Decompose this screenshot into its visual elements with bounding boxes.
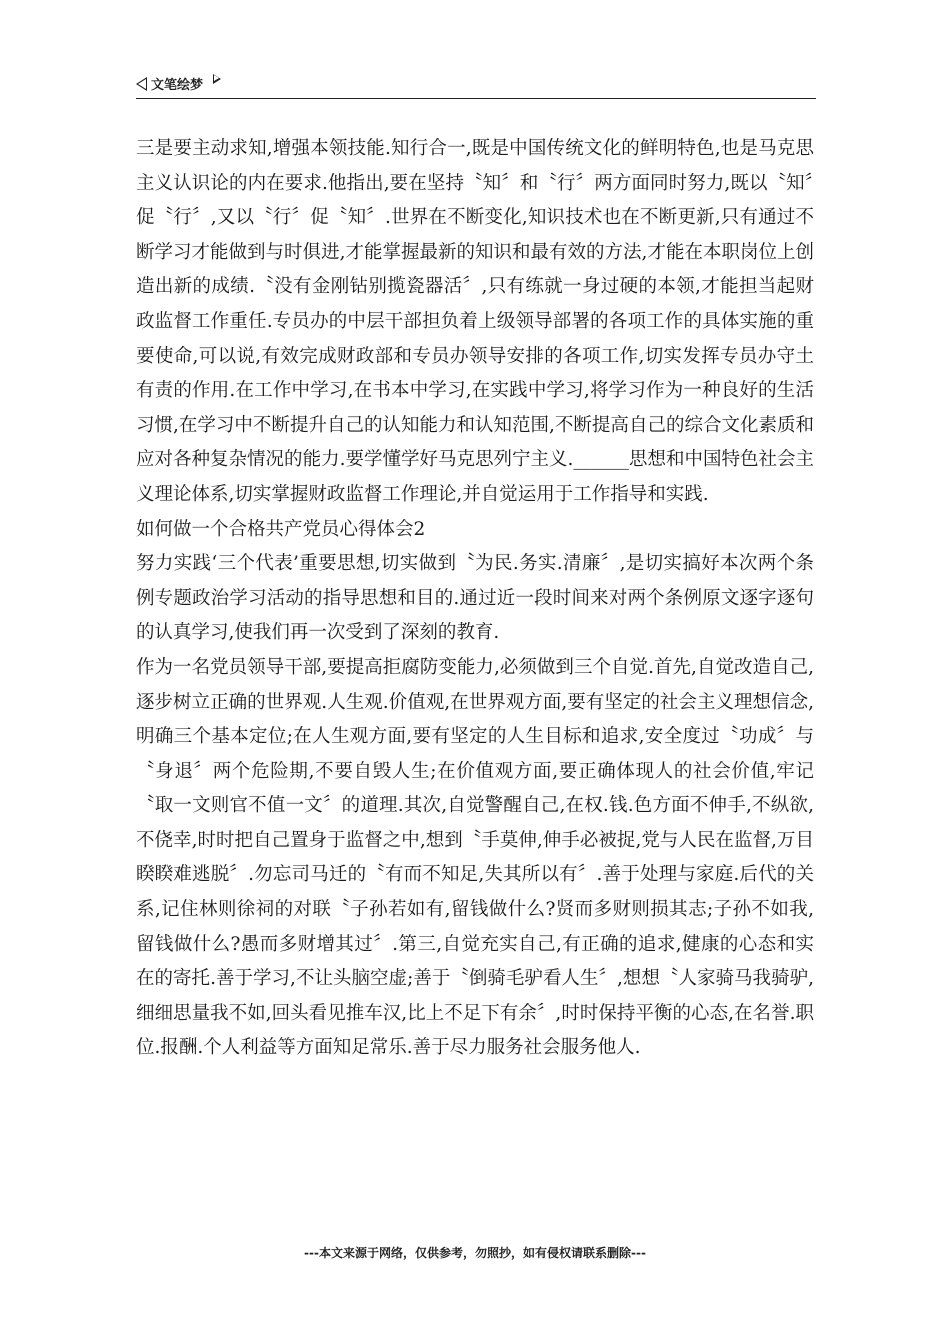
page-header — [136, 70, 816, 99]
section-title: 如何做一个合格共产党员心得体会2 — [136, 518, 426, 540]
brand-name: 文笔绘梦 — [151, 78, 204, 93]
paragraph-1: 三是要主动求知,增强本领技能.知行合一,既是中国传统文化的鲜明特色,也是马克思主义认识论的内在要求.他指出,要在坚持〝知〞和〝行〞两方面同时努力,既以〝知〞促〝行〞,又以〝行〞促〝知〞.世界在不断变化,知识技术也在不断更新,只有通过不断学习才能做到与时俱进,才能掌握最新的知识和最有效的方法,才能在本职岗位上创造出新的成绩.〝没有金刚钻别揽瓷器活〞,只有练就一身过硬的本领,才能担当起财政监督工作重任.专员办的中层干部担负着上级领导部署的各项工作的具体实施的重要使命,可以说,有效完成财政部和专员办领导安排的各项工作,切实发挥专员办守土有责的作用.在工作中学习,在书本中学习,在实践中学习,将学习作为一种良好的生活习惯,在学习中不断提升自己的认知能力和认知范围,不断提高自己的综合文化素质和应对各种复杂情况的能力.要学懂学好马克思列宁主义.______思想和中国特色社会主义理论体系,切实掌握财政监督工作理论,并自觉运用于工作指导和实践. — [136, 138, 814, 505]
right-triangle-icon — [213, 74, 221, 84]
paragraph-2: 努力实践‘三个代表’重要思想,切实做到〝为民.务实.清廉〞,是切实搞好本次两个条例专题政治学习活动的指导思想和目的.通过近一段时间来对两个条例原文逐字逐句的认真学习,使我们再一次受到了深刻的教育. — [136, 553, 814, 644]
brand-logo — [136, 74, 221, 93]
left-triangle-icon — [136, 77, 147, 91]
paragraph-3: 作为一名党员领导干部,要提高拒腐防变能力,必须做到三个自觉.首先,自觉改造自己,逐步树立正确的世界观.人生观.价值观,在世界观方面,要有坚定的社会主义理想信念,明确三个基本定位;在人生观方面,要有坚定的人生目标和追求,安全度过〝功成〞与〝身退〞两个危险期,不要自毁人生;在价值观方面,要正确体现人的社会价值,牢记〝取一文则官不值一文〞的道理.其次,自觉警醒自己,在权.钱.色方面不伸手,不纵欲,不侥幸,时时把自己置身于监督之中,想到〝手莫伸,伸手必被捉,党与人民在监督,万目睽睽难逃脱〞.勿忘司马迁的〝有而不知足,失其所以有〞.善于处理与家庭.后代的关系,记住林则徐祠的对联〝子孙若如有,留钱做什么?贤而多财则损其志;子孙不如我,留钱做什么?愚而多财增其过〞.第三,自觉充实自己,有正确的追求,健康的心态和实在的寄托.善于学习,不让头脑空虚;善于〝倒骑毛驴看人生〞,想想〝人家骑马我骑驴,细细思量我不如,回头看见推车汉,比上不足下有余〞,时时保持平衡的心态,在名誉.职位.报酬.个人利益等方面知足常乐.善于尽力服务社会服务他人. — [136, 656, 815, 1059]
footer-notice: ---本文来源于网络，仅供参考，勿照抄，如有侵权请联系删除--- — [304, 1246, 646, 1260]
document-body — [136, 132, 814, 1066]
